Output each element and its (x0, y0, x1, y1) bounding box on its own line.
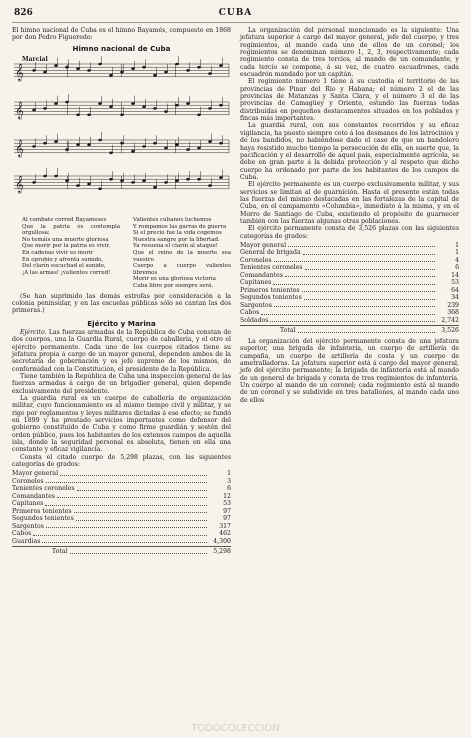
lyric-line: Cuerpo a cuerpo valientes libremos (133, 263, 231, 276)
rank-name: Cabos (12, 530, 32, 538)
note-head (175, 104, 179, 107)
note-head (175, 63, 179, 66)
leader-dots (270, 321, 435, 322)
note-head (131, 150, 135, 153)
rank-count: 368 (447, 309, 459, 317)
army-paragraph (12, 329, 231, 373)
leader-dots (46, 482, 207, 483)
note-head (131, 102, 135, 105)
rank-row (240, 294, 459, 302)
note-head (219, 64, 223, 67)
rank-row (240, 249, 459, 257)
note-head (76, 184, 80, 187)
treble-clef-icon: 𝄞 (15, 101, 24, 120)
note-head (65, 66, 69, 69)
rank-count: 462 (219, 530, 231, 538)
rank-name: Soldados (240, 316, 269, 324)
editorial-note: (Se han suprimido las demás estrofas por consideración a la colonia peninsular, y en las escuelas públicas sólo se cantan las dos primeras.) (12, 292, 231, 315)
note-head (87, 144, 91, 147)
note-head (153, 74, 157, 77)
note-head (142, 180, 146, 183)
leader-dots (77, 490, 207, 491)
note-head (131, 68, 135, 71)
note-head (197, 147, 201, 150)
note-head (153, 186, 157, 189)
note-head (109, 152, 113, 155)
brigade-paragraph: La organización del ejército permanente consta de una jefatura superior, una brigada de infantería, un cuerpo de artillería de campaña, un cuerpo de artillería de costa y un cuerpo de ametralladoras. La jefatura superior está á cargo del mayor general, jefe del ejército permanente; la brigada de infantería está al mando de un general de brigada y consta de tres regimientos de infantería. Un cuerpo al mando de un coronel; cada regimiento está al mando de un coronel y se subdivide en tres batallones, al mando cada uno de ellos (240, 337, 459, 404)
lyric-line: Si el precio fue la vida cogemos (133, 230, 222, 237)
vigilance-paragraph: La guardia rural, con sus constantes recorridos y su eficaz vigilancia, ha puesto siempre coto á los desmanes de los latrocinios y de los bandidos, no habiéndose dado el caso de que un bandolero haya resistido mucho tiempo la persecución de ella, en suerte que, la pacificación y el desarrollo de aquel país, especialmente agrícola, se debe en gran parte á la debida protección y al respeto que dicho cuerpo ha ordenado por parte de los habitantes de los campos de Cuba. (240, 122, 459, 181)
note-head (32, 69, 36, 72)
leader-dots (76, 520, 207, 521)
note-head (43, 71, 47, 74)
rank-name: Segundos tenientes (12, 515, 74, 523)
note-head (32, 109, 36, 112)
lyrics-stanza-1 (22, 217, 120, 290)
note-head (120, 71, 124, 74)
note-head (109, 178, 113, 181)
lyric-line: Cuba libre por siempre será. (133, 282, 214, 289)
treble-clef-icon: 𝄞 (15, 139, 24, 158)
treble-clef-icon: 𝄞 (15, 175, 24, 194)
lyric-line: En cadenas vivir es morir (22, 250, 94, 256)
rank-count: 2,742 (441, 316, 459, 324)
note-head (87, 114, 91, 117)
leader-dots (74, 512, 207, 513)
leader-dots (70, 553, 207, 554)
leader-dots (57, 497, 207, 498)
rank-name: Comandantes (240, 271, 283, 279)
running-header (12, 8, 459, 23)
note-head (131, 181, 135, 184)
rank-name: Mayor general (240, 241, 287, 249)
rural-guard-total-row (12, 546, 231, 556)
lyric-line: Valientes cubanos luchemos (133, 217, 212, 224)
note-head (153, 142, 157, 145)
rank-row (12, 500, 231, 508)
rank-name: General de brigada (240, 249, 301, 257)
leader-dots (285, 276, 435, 277)
note-head (98, 102, 102, 105)
note-head (54, 175, 58, 178)
rank-row (240, 264, 459, 272)
note-head (98, 188, 102, 191)
rank-row (12, 493, 231, 501)
rank-row (240, 272, 459, 280)
note-head (164, 71, 168, 74)
army-lead: Ejército. (20, 328, 47, 336)
rank-name: Tenientes coroneles (12, 485, 75, 493)
rank-count: 239 (447, 301, 459, 309)
plazas-paragraph: Consta el citado cuerpo de 5,298 plazas, con las siguientes categorías de grados: (12, 453, 231, 469)
total-value: 3,526 (441, 327, 459, 335)
rank-name: Segundos tenientes (240, 294, 302, 302)
rank-row (12, 530, 231, 538)
lyric-line: Del clarín escuchad el sonido, (22, 263, 106, 270)
total-label: Total (280, 327, 296, 335)
army-text: Las fuerzas armadas de la República de Cuba constan de dos cuerpos, una la Guardia Rural, cuerpo de caballería, y el otro el ejército permanente. Cada uno de los cuerpos citados tiene su jefatura propia á cargo de un mayor general, dependen ambos de la secretaría de gobernación y es jefe supremo de los mismos, de conformidad con la Constitución, el presidente de la República. (12, 328, 231, 373)
leader-dots (302, 291, 435, 292)
note-head (208, 184, 212, 187)
leader-dots (274, 306, 435, 307)
rank-count: 64 (451, 286, 459, 294)
rank-row (240, 279, 459, 287)
rank-count: 4,300 (213, 537, 231, 545)
tempo-marking: Marcial (22, 56, 48, 64)
note-head (175, 180, 179, 183)
rank-count: 6 (227, 485, 231, 493)
note-head (197, 178, 201, 181)
note-head (164, 147, 168, 150)
leader-dots (273, 284, 435, 285)
rank-row (240, 309, 459, 317)
note-head (208, 72, 212, 75)
leader-dots (298, 332, 435, 333)
note-head (65, 148, 69, 151)
note-head (208, 107, 212, 110)
note-head (43, 175, 47, 178)
rank-count: 12 (223, 492, 231, 500)
rank-name: Capitanes (12, 500, 44, 508)
note-head (109, 74, 113, 77)
note-head (87, 69, 91, 72)
note-head (186, 69, 190, 72)
note-head (54, 64, 58, 67)
inspection-paragraph: Tiene también la República de Cuba una inspección general de las fuerzas armadas á cargo de un brigadier general, quien depende exclusivamente del presidente. (12, 373, 231, 395)
rank-count: 317 (219, 522, 231, 530)
rank-count: 3 (227, 477, 231, 485)
note-head (76, 144, 80, 147)
leader-dots (303, 254, 435, 255)
rank-name: Guardias (12, 537, 41, 545)
lyric-line: Que morir por la patria es vivir. (22, 243, 111, 250)
rank-count: 14 (451, 271, 459, 279)
lyric-line: Morir es una gloriosa victoria (133, 276, 216, 283)
note-head (186, 178, 190, 181)
leader-dots (45, 505, 207, 506)
rank-count: 53 (223, 500, 231, 508)
rank-count: 1 (455, 241, 459, 249)
note-head (120, 142, 124, 145)
rank-count: 4 (455, 256, 459, 264)
permanent-army-total-row (240, 325, 459, 335)
note-head (76, 68, 80, 71)
note-head (87, 183, 91, 186)
rank-row (12, 538, 231, 546)
rank-name: Primeros tenientes (12, 507, 72, 515)
rank-row (12, 470, 231, 478)
rank-name: Sargentos (240, 301, 272, 309)
note-head (186, 148, 190, 151)
note-head (142, 106, 146, 109)
permanent-army-paragraph: El ejército permanente es un cuerpo exclusivamente militar, y sus servicios se limitan al de guarnición. Hasta el presente están todas las fuerzas del mismo destacadas en las fortalezas de la capital de Cuba, en el campamento «Columbia», inmediato á la misma, y en el Morro de Santiago de Cuba, existiendo el propósito de guarnecer también con las fuerzas algunas otras poblaciones. (240, 181, 459, 225)
rank-count: 34 (451, 294, 459, 302)
leader-dots (305, 269, 435, 270)
leader-dots (46, 527, 207, 528)
rank-name: Sargentos (12, 522, 44, 530)
note-head (142, 145, 146, 148)
note-head (197, 66, 201, 69)
rank-count: 53 (451, 279, 459, 287)
note-head (219, 142, 223, 145)
left-column (12, 27, 231, 556)
rank-row (12, 478, 231, 486)
rank-name: Coroneles (12, 477, 44, 485)
note-head (197, 114, 201, 117)
note-head (219, 104, 223, 107)
lyric-line: Al combate corred Bayameses (22, 217, 107, 224)
running-title: CUBA (218, 8, 253, 18)
note-head (109, 106, 113, 109)
rank-row (12, 485, 231, 493)
lyric-line: Nuestra sangre por la libertad. (133, 236, 220, 243)
rank-row (240, 242, 459, 250)
rank-name: Tenientes coroneles (240, 264, 303, 272)
note-head (120, 114, 124, 117)
note-head (98, 63, 102, 66)
rank-count: 97 (223, 507, 231, 515)
anthem-title: Himno nacional de Cuba (72, 43, 171, 53)
right-column (240, 27, 459, 404)
note-head (175, 144, 179, 147)
permanent-army-rank-table (240, 242, 459, 325)
note-head (142, 66, 146, 69)
lyric-line: No temáis una muerte gloriosa (22, 236, 109, 243)
leader-dots (60, 475, 207, 476)
note-head (43, 107, 47, 110)
note-head (65, 101, 69, 104)
note-head (76, 114, 80, 117)
rank-name: Primeros tenientes (240, 286, 300, 294)
rank-name: Capitanes (240, 279, 272, 287)
lyric-line: Que la patria os contempla orgullosa; (22, 223, 120, 237)
note-head (65, 180, 69, 183)
total-label: Total (52, 548, 68, 556)
rank-name: Mayor general (12, 470, 59, 478)
rank-row (240, 287, 459, 295)
note-head (219, 176, 223, 179)
note-head (32, 181, 36, 184)
note-head (153, 107, 157, 110)
rank-row (12, 515, 231, 523)
rank-name: Cabos (240, 309, 260, 317)
lyric-line: Y rompamos las garras de guerra (133, 223, 227, 230)
regiments-paragraph: El regimiento número 1 tiene á su custodia el territorio de las provincias de Pinar del Río y Habana; el número 2 el de las provincias de Matanzas y Santa Clara, y el número 3 el de las provincias de Camagüey y Oriente, estando las fuerzas todas distribuídas en pequeños destacamentos situados en los poblados y fincas más importantes. (240, 78, 459, 123)
note-head (98, 139, 102, 142)
leader-dots (304, 299, 435, 300)
rank-count: 1 (227, 470, 231, 478)
lyric-line: En oprobio y afrenta sumido, (22, 256, 104, 263)
rank-count: 97 (223, 515, 231, 523)
lyric-line: Que el reino de la muerte sea vuestro (133, 250, 231, 263)
leader-dots (261, 314, 435, 315)
lyrics-stanza-2 (133, 217, 231, 290)
rank-row (240, 302, 459, 310)
note-head (54, 102, 58, 105)
rank-name: Coroneles (240, 256, 272, 264)
leader-dots (274, 261, 435, 262)
note-head (120, 180, 124, 183)
lyric-line: ¡A las armas! ¡valientes corred! (22, 269, 111, 276)
intro-paragraph: El himno nacional de Cuba es el himno Bayamés, compuesto en 1868 por don Pedro Figueredo: (12, 27, 231, 42)
rank-row (240, 317, 459, 325)
rank-row (12, 508, 231, 516)
anthem-lyrics (22, 217, 231, 290)
watermark-logo: TODOCOLECCION (191, 723, 280, 734)
rank-count: 6 (455, 264, 459, 272)
music-staves (12, 54, 231, 214)
leader-dots (33, 535, 207, 536)
note-head (164, 181, 168, 184)
sheet-music (12, 54, 231, 214)
note-head (164, 110, 168, 113)
organization-paragraph: La organización del personal mencionado es la siguiente: Una jefatura superior á cargo del mayor general, jefe del cuerpo, y tres regimientos, al mando cada uno de ellos de un coronel; los regimientos se denominan número 1, 2, 3, respectivamente; cada regimiento consta de tres tercios, al mando de un comandante, y cada tercio se compone, á su vez, de cuatro escuadrones, cada escuadrón mandado por un capitán. (240, 27, 459, 79)
note-head (43, 142, 47, 145)
note-head (32, 145, 36, 148)
rank-name: Comandantes (12, 492, 55, 500)
page-number: 826 (14, 8, 33, 18)
leader-dots (42, 542, 207, 543)
guardia-rural-paragraph: La guardia rural es un cuerpo de caballería de organización militar, cuyo funcionamiento es al mismo tiempo civil y militar, y se rige por reglamentos y leyes militares dictadas á ese efecto; se fundó en 1899 y ha prestado servicios importantes como defensor del gobierno constituído de Cuba y como firme guardián y sostén del orden público, pues los habitantes de los extensos campos de aquella isla, donde la seguridad personal es absoluta, tienen en ella una constante y eficaz vigilancia. (12, 395, 231, 454)
section-heading: Ejército y Marina (87, 318, 156, 328)
rural-guard-rank-table (12, 470, 231, 545)
rank-count: 1 (455, 249, 459, 257)
total-value: 5,298 (213, 548, 231, 556)
treble-clef-icon: 𝄞 (15, 63, 24, 82)
permanent-plazas-paragraph: El ejército permanente consta de 3,526 plazas con las siguientes categorías de grados: (240, 225, 459, 240)
note-head (186, 102, 190, 105)
note-head (54, 140, 58, 143)
rank-row (12, 523, 231, 531)
leader-dots (288, 246, 435, 247)
lyric-line: Ya resuena el clarín al ataque! (133, 243, 218, 250)
note-head (208, 140, 212, 143)
rank-row (240, 257, 459, 265)
